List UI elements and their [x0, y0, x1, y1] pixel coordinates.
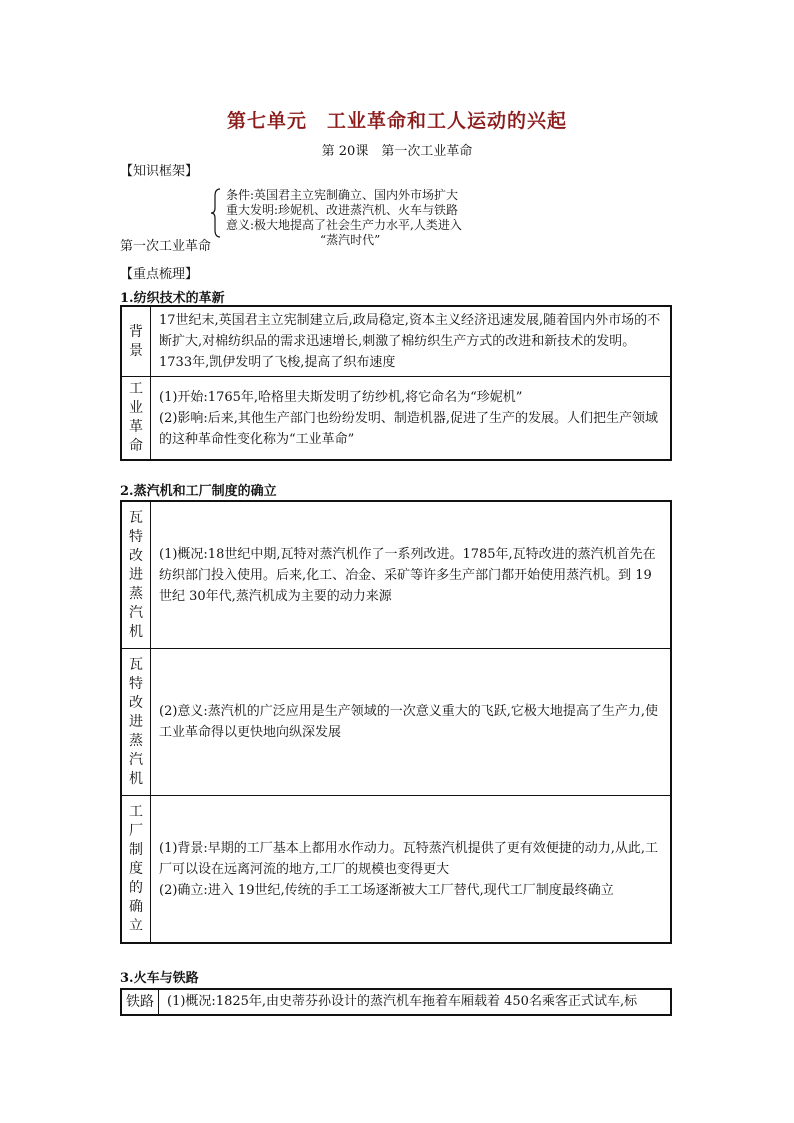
section-table — [120, 500, 672, 944]
row-content: (1)概况:1825年,由史蒂芬孙设计的蒸汽机车拖着车厢载着 450名乘客正式试车,标 — [159, 989, 672, 1015]
row-content: (1)开始:1765年,哈格里夫斯发明了纺纱机,将它命名为“珍妮机” (2)影响:后来,其他生产部门也纷纷发明、制造机器,促进了生产的发展。人们把生产领域的这种革命性变化称为“工业革命” — [151, 377, 672, 461]
row-content: (1)概况:18世纪中期,瓦特对蒸汽机作了一系列改进。1785年,瓦特改进的蒸汽机首先在纺织部门投入使用。后来,化工、冶金、采矿等许多生产部门都开始使用蒸汽机。到 19世纪 30年代,蒸汽机成为主要的动力来源 — [151, 501, 672, 649]
table-row — [121, 306, 671, 377]
framework-label: 【知识框架】 — [120, 164, 199, 179]
row-content: (2)意义:蒸汽机的广泛应用是生产领域的一次意义重大的飞跃,它极大地提高了生产力,使工业革命得以更快地向纵深发展 — [151, 649, 672, 796]
section-heading: 2.蒸汽机和工厂制度的确立 — [120, 484, 277, 499]
section-table — [120, 305, 672, 461]
row-key: 铁路 — [121, 989, 159, 1015]
row-key: 瓦特改进蒸汽机 — [121, 649, 151, 796]
table-row — [121, 796, 671, 944]
row-content: 17世纪末,英国君主立宪制建立后,政局稳定,资本主义经济迅速发展,随着国内外市场的不断扩大,对棉纺织品的需求迅速增长,刺激了棉纺织生产方式的改进和新技术的发明。1733年,凯伊发明了飞梭,提高了织布速度 — [151, 306, 672, 377]
framework-line: 意义:极大地提高了社会生产力水平,人类进入 — [226, 218, 462, 232]
lesson-title: 第 20课 第一次工业革命 — [321, 144, 473, 159]
framework-line: “蒸汽时代” — [320, 233, 381, 247]
table-row — [121, 377, 671, 461]
row-key: 工业革命 — [121, 377, 151, 461]
review-label: 【重点梳理】 — [120, 267, 199, 282]
table-row — [121, 501, 671, 649]
row-key: 工厂制度的确立 — [121, 796, 151, 944]
unit-title: 第七单元 工业革命和工人运动的兴起 — [226, 110, 567, 132]
framework-root: 第一次工业革命 — [120, 239, 212, 254]
section-heading: 3.火车与铁路 — [120, 971, 199, 986]
section-table — [120, 988, 672, 1016]
framework-line: 条件:英国君主立宪制确立、国内外市场扩大 — [226, 188, 459, 202]
table-row — [121, 649, 671, 796]
section-heading: 1.纺织技术的革新 — [120, 291, 225, 306]
table-row — [121, 989, 671, 1015]
framework-line: 重大发明:珍妮机、改进蒸汽机、火车与铁路 — [226, 203, 459, 217]
row-key: 瓦特改进蒸汽机 — [121, 501, 151, 649]
row-key: 背景 — [121, 306, 151, 377]
row-content: (1)背景:早期的工厂基本上都用水作动力。瓦特蒸汽机提供了更有效便捷的动力,从此,工厂可以设在远离河流的地方,工厂的规模也变得更大 (2)确立:进入 19世纪,传统的手工工场逐渐被大工厂替代,现代工厂制度最终确立 — [151, 796, 672, 944]
framework-brace-icon — [211, 188, 221, 238]
